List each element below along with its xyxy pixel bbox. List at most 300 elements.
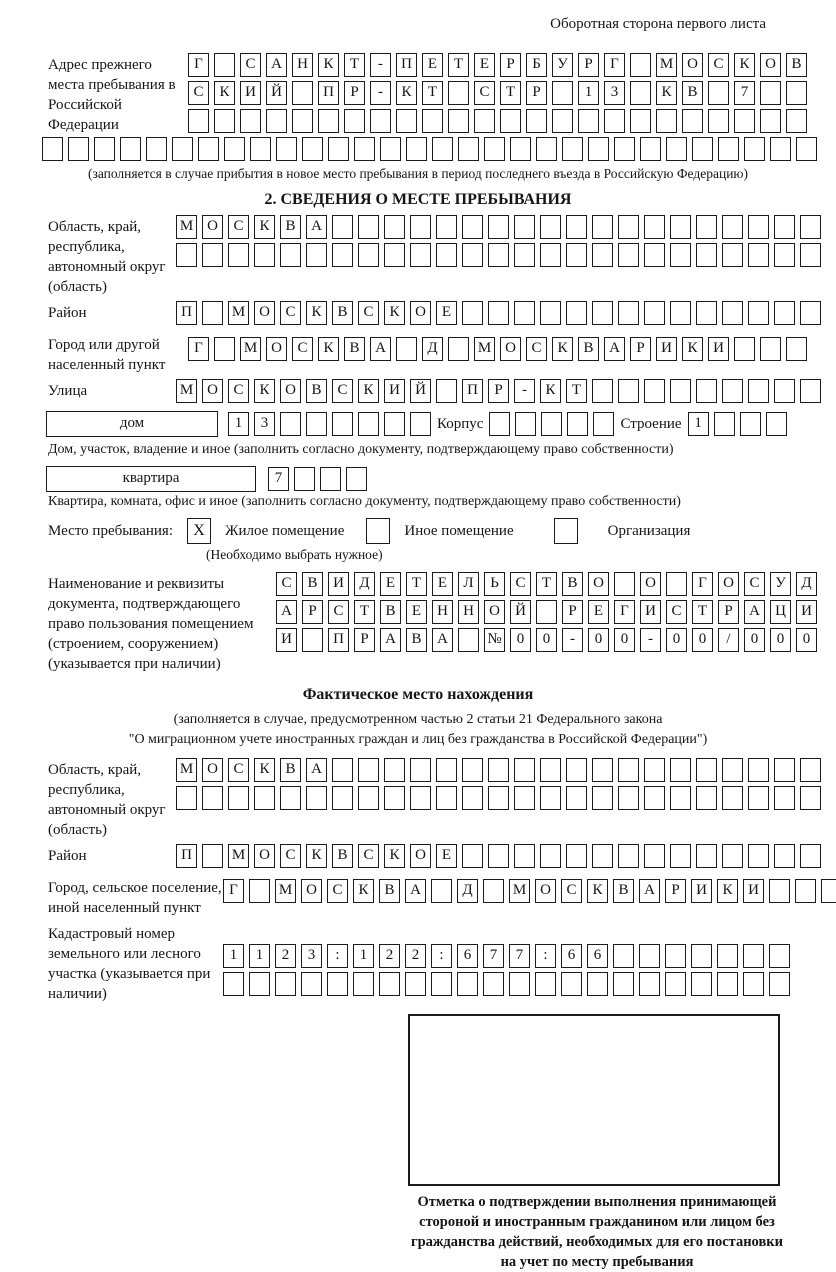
form-cell[interactable] [457, 972, 478, 996]
form-cell[interactable] [644, 786, 665, 810]
form-cell[interactable]: 0 [770, 628, 791, 652]
form-cell[interactable] [354, 137, 375, 161]
form-cell[interactable] [644, 758, 665, 782]
form-cell[interactable]: М [275, 879, 296, 903]
form-cell[interactable] [592, 758, 613, 782]
form-cell[interactable]: С [526, 337, 547, 361]
inoe-checkbox[interactable] [366, 518, 390, 544]
form-cell[interactable] [748, 379, 769, 403]
form-cell[interactable]: А [405, 879, 426, 903]
form-cell[interactable] [708, 81, 729, 105]
form-cell[interactable]: Д [354, 572, 375, 596]
form-cell[interactable] [800, 844, 821, 868]
form-cell[interactable] [249, 972, 270, 996]
form-cell[interactable]: 1 [578, 81, 599, 105]
form-cell[interactable] [214, 337, 235, 361]
form-cell[interactable]: 0 [744, 628, 765, 652]
form-cell[interactable] [254, 243, 275, 267]
form-cell[interactable] [796, 137, 817, 161]
form-cell[interactable] [202, 844, 223, 868]
form-cell[interactable] [68, 137, 89, 161]
form-cell[interactable] [722, 786, 743, 810]
form-cell[interactable]: О [484, 600, 505, 624]
form-cell[interactable] [566, 215, 587, 239]
form-cell[interactable]: 0 [510, 628, 531, 652]
form-cell[interactable] [670, 379, 691, 403]
form-cell[interactable] [748, 215, 769, 239]
form-cell[interactable] [198, 137, 219, 161]
form-cell[interactable]: Р [718, 600, 739, 624]
form-cell[interactable]: О [718, 572, 739, 596]
form-cell[interactable]: 0 [692, 628, 713, 652]
form-cell[interactable] [280, 243, 301, 267]
form-cell[interactable]: Т [448, 53, 469, 77]
form-cell[interactable] [202, 301, 223, 325]
form-cell[interactable] [514, 844, 535, 868]
form-cell[interactable] [540, 215, 561, 239]
form-cell[interactable] [800, 215, 821, 239]
form-cell[interactable] [484, 137, 505, 161]
form-cell[interactable] [462, 786, 483, 810]
form-cell[interactable] [462, 844, 483, 868]
form-cell[interactable]: О [301, 879, 322, 903]
form-cell[interactable]: С [280, 301, 301, 325]
form-cell[interactable] [592, 243, 613, 267]
form-cell[interactable] [800, 758, 821, 782]
form-cell[interactable] [266, 109, 287, 133]
form-cell[interactable]: В [280, 758, 301, 782]
form-cell[interactable] [488, 786, 509, 810]
form-cell[interactable] [327, 972, 348, 996]
form-cell[interactable]: П [396, 53, 417, 77]
form-cell[interactable]: В [562, 572, 583, 596]
form-cell[interactable] [740, 412, 761, 436]
form-cell[interactable] [786, 109, 807, 133]
form-cell[interactable]: В [379, 879, 400, 903]
form-cell[interactable] [722, 379, 743, 403]
form-cell[interactable] [618, 243, 639, 267]
form-cell[interactable]: С [474, 81, 495, 105]
form-cell[interactable] [786, 337, 807, 361]
form-cell[interactable]: Р [630, 337, 651, 361]
form-cell[interactable]: Т [344, 53, 365, 77]
form-cell[interactable]: К [306, 301, 327, 325]
form-cell[interactable]: К [318, 337, 339, 361]
form-cell[interactable] [618, 301, 639, 325]
form-cell[interactable] [743, 972, 764, 996]
form-cell[interactable] [696, 844, 717, 868]
form-cell[interactable]: Е [588, 600, 609, 624]
form-cell[interactable] [328, 137, 349, 161]
form-cell[interactable] [561, 972, 582, 996]
form-cell[interactable]: В [280, 215, 301, 239]
form-cell[interactable]: А [744, 600, 765, 624]
form-cell[interactable] [240, 109, 261, 133]
form-cell[interactable]: О [202, 379, 223, 403]
form-cell[interactable]: С [358, 844, 379, 868]
form-cell[interactable] [410, 412, 431, 436]
form-cell[interactable] [462, 215, 483, 239]
form-cell[interactable]: У [552, 53, 573, 77]
form-cell[interactable]: О [202, 215, 223, 239]
form-cell[interactable] [800, 243, 821, 267]
form-cell[interactable]: С [228, 758, 249, 782]
form-cell[interactable] [666, 137, 687, 161]
form-cell[interactable]: С [228, 215, 249, 239]
form-cell[interactable] [540, 758, 561, 782]
organizatsiya-checkbox[interactable] [554, 518, 578, 544]
form-cell[interactable] [436, 758, 457, 782]
form-cell[interactable] [358, 412, 379, 436]
form-cell[interactable] [566, 301, 587, 325]
form-cell[interactable]: К [358, 379, 379, 403]
form-cell[interactable]: В [786, 53, 807, 77]
form-cell[interactable]: Р [354, 628, 375, 652]
form-cell[interactable] [514, 215, 535, 239]
form-cell[interactable] [540, 243, 561, 267]
form-cell[interactable]: М [176, 379, 197, 403]
form-cell[interactable] [708, 109, 729, 133]
form-cell[interactable] [630, 53, 651, 77]
form-cell[interactable]: Г [223, 879, 244, 903]
form-cell[interactable] [566, 786, 587, 810]
form-cell[interactable]: Й [510, 600, 531, 624]
form-cell[interactable]: В [302, 572, 323, 596]
form-cell[interactable] [665, 944, 686, 968]
form-cell[interactable] [722, 301, 743, 325]
form-cell[interactable]: А [432, 628, 453, 652]
form-cell[interactable] [396, 109, 417, 133]
form-cell[interactable] [536, 137, 557, 161]
form-cell[interactable] [770, 137, 791, 161]
form-cell[interactable]: Р [665, 879, 686, 903]
form-cell[interactable]: Г [604, 53, 625, 77]
form-cell[interactable]: О [682, 53, 703, 77]
form-cell[interactable] [566, 243, 587, 267]
form-cell[interactable]: О [500, 337, 521, 361]
form-cell[interactable]: С [561, 879, 582, 903]
form-cell[interactable]: Е [436, 301, 457, 325]
form-cell[interactable] [301, 972, 322, 996]
form-cell[interactable]: : [431, 944, 452, 968]
form-cell[interactable] [774, 215, 795, 239]
form-cell[interactable]: К [306, 844, 327, 868]
form-cell[interactable]: / [718, 628, 739, 652]
form-cell[interactable] [462, 243, 483, 267]
form-cell[interactable]: В [406, 628, 427, 652]
form-cell[interactable] [682, 109, 703, 133]
form-cell[interactable]: О [254, 844, 275, 868]
form-cell[interactable]: К [353, 879, 374, 903]
form-cell[interactable] [630, 109, 651, 133]
form-cell[interactable]: Й [266, 81, 287, 105]
form-cell[interactable] [509, 972, 530, 996]
form-cell[interactable] [722, 215, 743, 239]
form-cell[interactable]: О [588, 572, 609, 596]
form-cell[interactable]: Е [380, 572, 401, 596]
form-cell[interactable] [666, 572, 687, 596]
form-cell[interactable] [644, 243, 665, 267]
form-cell[interactable] [766, 412, 787, 436]
form-cell[interactable] [774, 786, 795, 810]
form-cell[interactable] [302, 137, 323, 161]
form-cell[interactable]: П [328, 628, 349, 652]
form-cell[interactable]: П [176, 301, 197, 325]
form-cell[interactable] [639, 944, 660, 968]
form-cell[interactable] [562, 137, 583, 161]
form-cell[interactable] [769, 879, 790, 903]
form-cell[interactable]: М [474, 337, 495, 361]
form-cell[interactable] [760, 337, 781, 361]
form-cell[interactable] [748, 301, 769, 325]
form-cell[interactable] [432, 137, 453, 161]
form-cell[interactable] [515, 412, 536, 436]
form-cell[interactable]: Г [188, 53, 209, 77]
form-cell[interactable]: Й [410, 379, 431, 403]
form-cell[interactable] [384, 758, 405, 782]
form-cell[interactable] [774, 301, 795, 325]
form-cell[interactable]: М [228, 301, 249, 325]
form-cell[interactable] [644, 379, 665, 403]
form-cell[interactable]: К [717, 879, 738, 903]
form-cell[interactable] [120, 137, 141, 161]
form-cell[interactable]: 0 [614, 628, 635, 652]
form-cell[interactable]: 1 [223, 944, 244, 968]
form-cell[interactable] [514, 243, 535, 267]
form-cell[interactable]: Н [432, 600, 453, 624]
form-cell[interactable] [410, 215, 431, 239]
form-cell[interactable]: И [691, 879, 712, 903]
form-cell[interactable] [588, 137, 609, 161]
form-cell[interactable]: Б [526, 53, 547, 77]
form-cell[interactable]: С [228, 379, 249, 403]
form-cell[interactable] [630, 81, 651, 105]
form-cell[interactable]: С [327, 879, 348, 903]
form-cell[interactable] [656, 109, 677, 133]
form-cell[interactable] [639, 972, 660, 996]
form-cell[interactable] [228, 786, 249, 810]
form-cell[interactable]: - [640, 628, 661, 652]
form-cell[interactable]: 6 [587, 944, 608, 968]
form-cell[interactable]: А [380, 628, 401, 652]
form-cell[interactable]: В [578, 337, 599, 361]
form-cell[interactable] [249, 879, 270, 903]
form-cell[interactable] [462, 301, 483, 325]
form-cell[interactable] [448, 81, 469, 105]
form-cell[interactable]: Р [562, 600, 583, 624]
form-cell[interactable] [474, 109, 495, 133]
form-cell[interactable] [176, 786, 197, 810]
form-cell[interactable]: Н [458, 600, 479, 624]
form-cell[interactable] [774, 844, 795, 868]
form-cell[interactable] [488, 243, 509, 267]
form-cell[interactable] [748, 844, 769, 868]
form-cell[interactable]: К [682, 337, 703, 361]
form-cell[interactable]: С [510, 572, 531, 596]
form-cell[interactable] [640, 137, 661, 161]
form-cell[interactable] [696, 215, 717, 239]
form-cell[interactable]: 7 [509, 944, 530, 968]
form-cell[interactable] [540, 844, 561, 868]
form-cell[interactable]: Р [302, 600, 323, 624]
form-cell[interactable]: У [770, 572, 791, 596]
form-cell[interactable] [448, 109, 469, 133]
form-cell[interactable] [670, 758, 691, 782]
form-cell[interactable] [696, 786, 717, 810]
form-cell[interactable]: В [332, 844, 353, 868]
form-cell[interactable]: И [640, 600, 661, 624]
form-cell[interactable] [696, 243, 717, 267]
form-cell[interactable]: Г [188, 337, 209, 361]
form-cell[interactable]: 0 [536, 628, 557, 652]
form-cell[interactable]: А [276, 600, 297, 624]
form-cell[interactable] [722, 243, 743, 267]
form-cell[interactable] [436, 379, 457, 403]
form-cell[interactable] [748, 758, 769, 782]
form-cell[interactable]: А [306, 758, 327, 782]
form-cell[interactable] [483, 972, 504, 996]
form-cell[interactable] [786, 81, 807, 105]
form-cell[interactable]: О [410, 844, 431, 868]
form-cell[interactable] [483, 879, 504, 903]
form-cell[interactable]: К [254, 215, 275, 239]
form-cell[interactable] [306, 786, 327, 810]
form-cell[interactable]: И [276, 628, 297, 652]
form-cell[interactable]: К [214, 81, 235, 105]
form-cell[interactable] [176, 243, 197, 267]
form-cell[interactable]: О [640, 572, 661, 596]
form-cell[interactable] [280, 786, 301, 810]
form-cell[interactable]: - [514, 379, 535, 403]
form-cell[interactable] [618, 758, 639, 782]
form-cell[interactable] [748, 786, 769, 810]
form-cell[interactable] [691, 972, 712, 996]
form-cell[interactable]: 7 [483, 944, 504, 968]
form-cell[interactable] [214, 53, 235, 77]
form-cell[interactable]: Р [344, 81, 365, 105]
form-cell[interactable]: Т [354, 600, 375, 624]
form-cell[interactable] [644, 215, 665, 239]
form-cell[interactable]: С [188, 81, 209, 105]
form-cell[interactable] [42, 137, 63, 161]
form-cell[interactable] [489, 412, 510, 436]
form-cell[interactable] [592, 301, 613, 325]
form-cell[interactable]: О [202, 758, 223, 782]
form-cell[interactable] [800, 379, 821, 403]
form-cell[interactable]: К [384, 301, 405, 325]
form-cell[interactable]: О [266, 337, 287, 361]
form-cell[interactable] [94, 137, 115, 161]
form-cell[interactable] [332, 243, 353, 267]
form-cell[interactable]: 2 [405, 944, 426, 968]
form-cell[interactable] [250, 137, 271, 161]
form-cell[interactable] [318, 109, 339, 133]
form-cell[interactable] [566, 844, 587, 868]
form-cell[interactable] [566, 758, 587, 782]
form-cell[interactable] [431, 972, 452, 996]
form-cell[interactable]: 3 [301, 944, 322, 968]
form-cell[interactable]: О [760, 53, 781, 77]
form-cell[interactable]: М [240, 337, 261, 361]
form-cell[interactable]: С [280, 844, 301, 868]
form-cell[interactable]: Г [692, 572, 713, 596]
form-cell[interactable] [384, 786, 405, 810]
form-cell[interactable] [541, 412, 562, 436]
form-cell[interactable]: П [318, 81, 339, 105]
form-cell[interactable]: 6 [457, 944, 478, 968]
form-cell[interactable]: С [328, 600, 349, 624]
form-cell[interactable]: П [176, 844, 197, 868]
form-cell[interactable]: А [604, 337, 625, 361]
form-cell[interactable] [734, 109, 755, 133]
form-cell[interactable] [379, 972, 400, 996]
form-cell[interactable] [332, 786, 353, 810]
form-cell[interactable] [431, 879, 452, 903]
form-cell[interactable] [696, 758, 717, 782]
form-cell[interactable] [774, 379, 795, 403]
form-cell[interactable] [665, 972, 686, 996]
form-cell[interactable]: Н [292, 53, 313, 77]
form-cell[interactable] [592, 844, 613, 868]
form-cell[interactable]: С [240, 53, 261, 77]
form-cell[interactable] [202, 243, 223, 267]
form-cell[interactable] [552, 81, 573, 105]
form-cell[interactable] [448, 337, 469, 361]
form-cell[interactable]: Е [474, 53, 495, 77]
form-cell[interactable]: К [656, 81, 677, 105]
form-cell[interactable] [613, 972, 634, 996]
form-cell[interactable] [276, 137, 297, 161]
form-cell[interactable]: И [384, 379, 405, 403]
form-cell[interactable]: № [484, 628, 505, 652]
form-cell[interactable]: В [682, 81, 703, 105]
form-cell[interactable] [744, 137, 765, 161]
form-cell[interactable]: В [306, 379, 327, 403]
form-cell[interactable] [567, 412, 588, 436]
form-cell[interactable]: 2 [379, 944, 400, 968]
form-cell[interactable] [800, 786, 821, 810]
form-cell[interactable]: М [176, 215, 197, 239]
form-cell[interactable]: 7 [268, 467, 289, 491]
form-cell[interactable] [514, 301, 535, 325]
form-cell[interactable] [332, 215, 353, 239]
form-cell[interactable] [760, 81, 781, 105]
form-cell[interactable] [670, 215, 691, 239]
form-cell[interactable] [644, 844, 665, 868]
form-cell[interactable]: С [276, 572, 297, 596]
form-cell[interactable] [743, 944, 764, 968]
form-cell[interactable]: Т [566, 379, 587, 403]
form-cell[interactable] [618, 844, 639, 868]
form-cell[interactable]: А [306, 215, 327, 239]
form-cell[interactable]: Р [578, 53, 599, 77]
form-cell[interactable] [306, 412, 327, 436]
form-cell[interactable] [500, 109, 521, 133]
form-cell[interactable] [488, 758, 509, 782]
form-cell[interactable]: И [743, 879, 764, 903]
form-cell[interactable] [696, 301, 717, 325]
form-cell[interactable]: К [552, 337, 573, 361]
form-cell[interactable]: С [708, 53, 729, 77]
form-cell[interactable] [774, 243, 795, 267]
form-cell[interactable]: Т [422, 81, 443, 105]
form-cell[interactable]: И [796, 600, 817, 624]
form-cell[interactable]: К [540, 379, 561, 403]
form-cell[interactable]: 0 [588, 628, 609, 652]
form-cell[interactable]: Р [500, 53, 521, 77]
form-cell[interactable] [344, 109, 365, 133]
form-cell[interactable] [410, 786, 431, 810]
